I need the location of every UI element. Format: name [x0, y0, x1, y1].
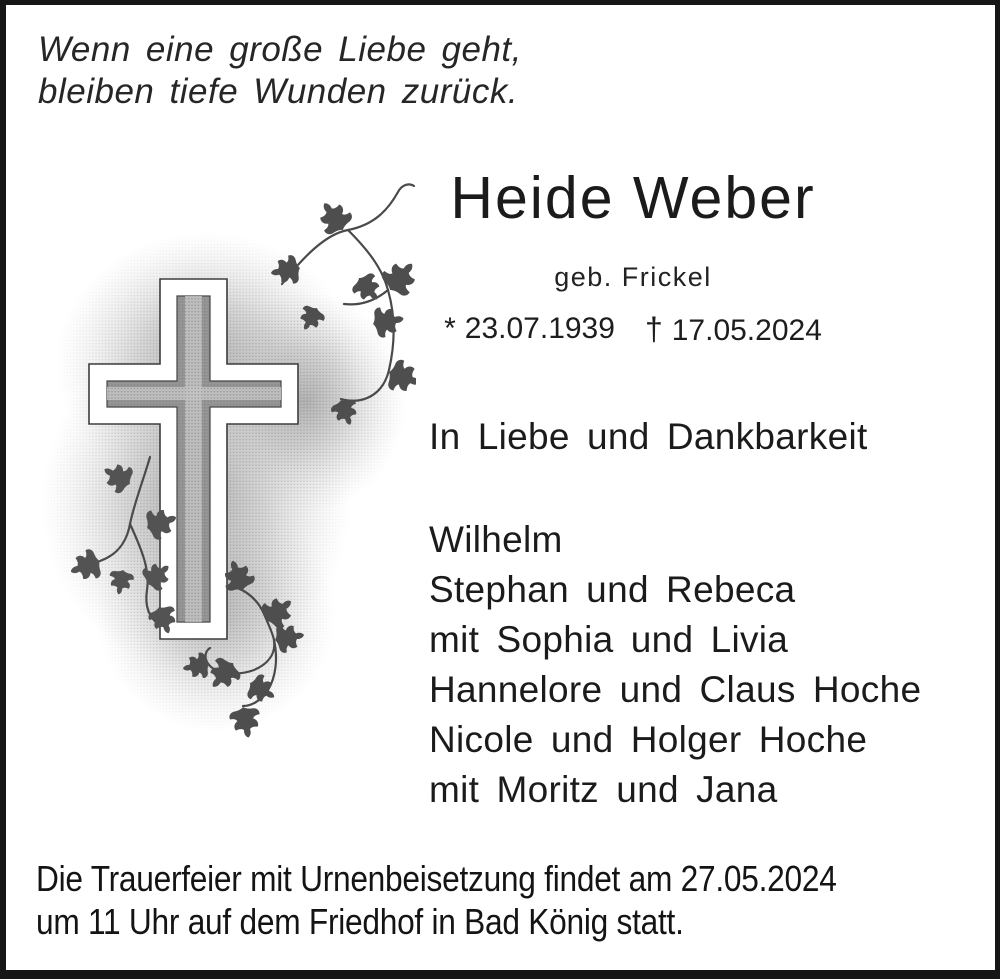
deceased-block — [427, 165, 839, 348]
mourner-line: Wilhelm — [429, 519, 563, 560]
mourners-list — [429, 515, 921, 815]
mourner-line: Stephan und Rebeca — [429, 569, 796, 610]
birth-star-symbol: * — [444, 312, 456, 345]
epigraph-line-2: bleiben tiefe Wunden zurück. — [38, 72, 519, 111]
funeral-line-1: Die Trauerfeier mit Urnenbeisetzung findet am 27.05.2024 — [36, 858, 837, 899]
epigraph-line-1: Wenn eine große Liebe geht, — [38, 30, 522, 69]
funeral-info — [36, 857, 1000, 943]
epigraph — [38, 29, 522, 113]
death-date-value: 17.05.2024 — [671, 314, 822, 347]
mourner-line: Nicole und Holger Hoche — [429, 719, 868, 760]
birth-date — [444, 312, 615, 348]
death-date — [645, 312, 822, 348]
maiden-name: geb. Frickel — [554, 262, 712, 292]
life-dates — [427, 312, 839, 348]
dagger-icon: † — [644, 311, 663, 347]
deceased-name: Heide Weber — [450, 165, 816, 231]
birth-date-value: 23.07.1939 — [464, 312, 615, 345]
dedication-text: In Liebe und Dankbarkeit — [429, 416, 868, 457]
mourner-line: mit Moritz und Jana — [429, 769, 778, 810]
memorial-cross-artwork — [40, 166, 416, 766]
mourner-line: mit Sophia und Livia — [429, 619, 789, 660]
mourner-line: Hannelore und Claus Hoche — [429, 669, 922, 710]
funeral-line-2: um 11 Uhr auf dem Friedhof in Bad König statt. — [36, 901, 684, 942]
